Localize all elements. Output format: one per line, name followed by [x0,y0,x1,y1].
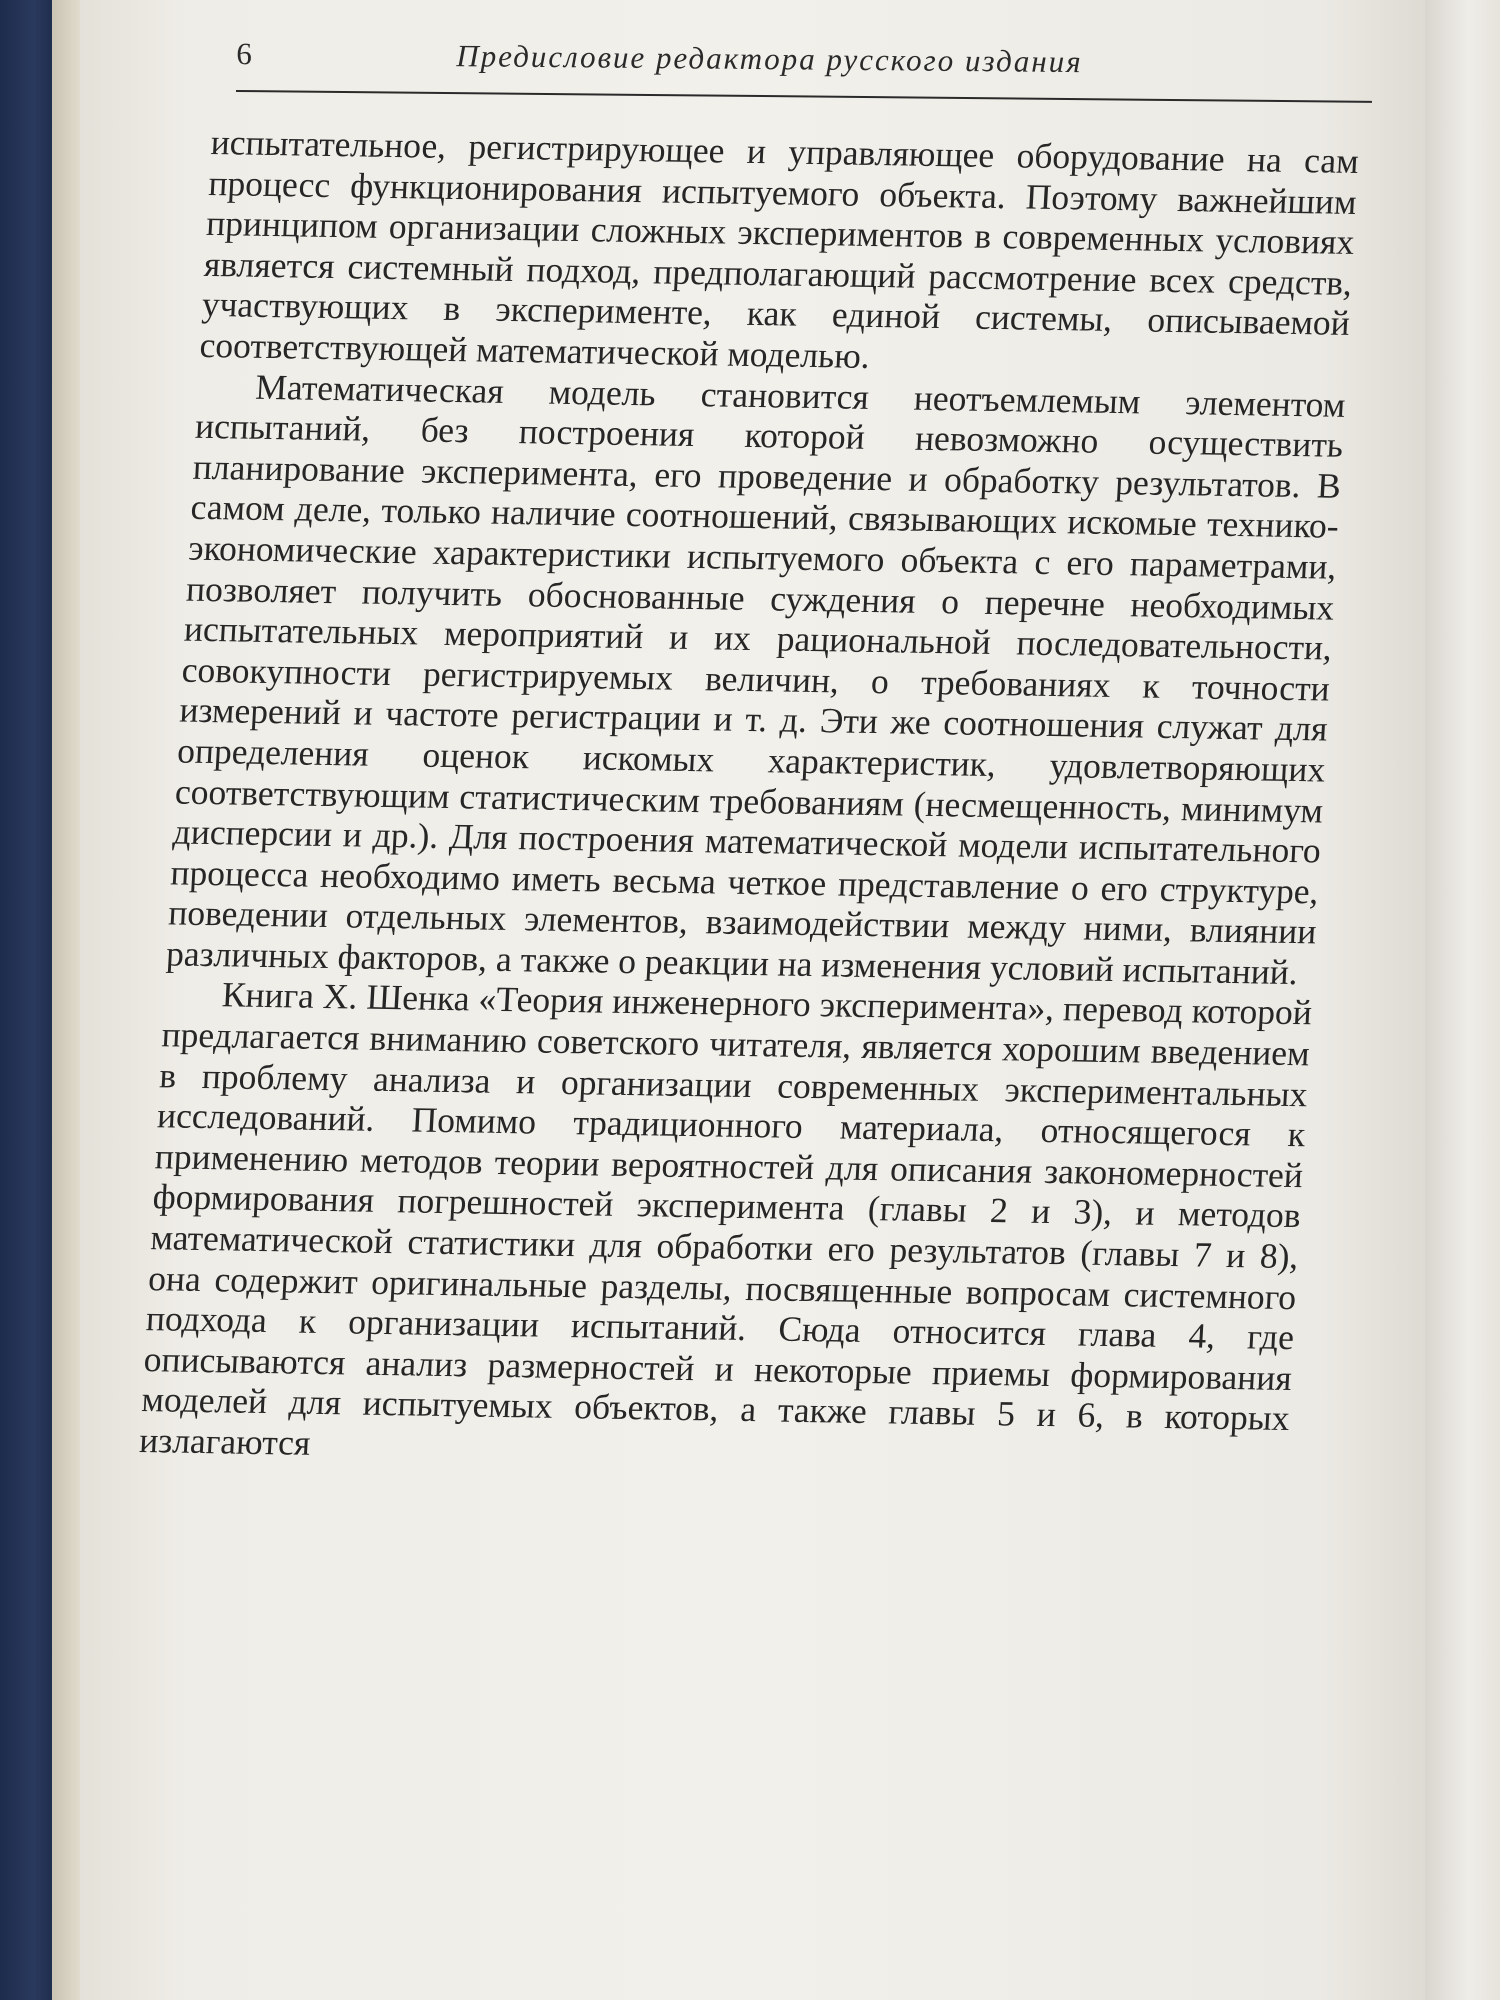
page-number: 6 [236,36,253,72]
running-title: Предисловие редактора русского издания [456,38,1083,80]
page-gutter [52,0,82,2000]
page-body [138,122,1360,1480]
page-header [236,36,1372,103]
opposite-page-edge [1421,0,1500,2000]
paragraph-2: Математическая модель становится неотъемлемым элементом испытаний, без построения которой невозможно осуществить планирование эксперимента, его проведение и обработку результатов. В самом деле, только наличие соотношений, связывающих искомые технико-экономические характеристики испытуемого объекта с его параметрами, позволяет получить обоснованные суждения о перечне необходимых испытательных мероприятий и их рациональной последовательности, совокупности регистрируемых величин, о требованиях к точности измерений и частоте регистрации и т. д. Эти же соотношения служат для определения оценок искомых характеристик, удовлетворяющих соответствующим статистическим требованиям (несмещенность, минимум дисперсии и др.). Для построения математической модели испытательного процесса необходимо иметь весьма четкое представление о его структуре, поведении отдельных элементов, взаимодействии между ними, влиянии различных факторов, а также о реакции на изменения условий испытаний. [165,366,1347,992]
paragraph-3: Книга X. Шенка «Теория инженерного эксперимента», перевод которой предлагается вниманию советского читателя, является хорошим введением в проблему анализа и организации современных экспериментальных исследований. Помимо традиционного материала, относящегося к применению методов теории вероятностей для описания закономерностей формирования погрешностей эксперимента (главы 2 и 3), и методов математической статистики для обработки его результатов (главы 7 и 8), она содержит оригинальные разделы, посвященные вопросам системного подхода к организации испытаний. Сюда относится глава 4, где описываются анализ размерностей и некоторые приемы формирования моделей для испытуемых объектов, а также главы 5 и 6, в которых излагаются [138,974,1313,1463]
paragraph-1: испытательное, регистрирующее и управляющее оборудование на сам процесс функционирования испытуемого объекта. Поэтому важнейшим принципом организации сложных экспериментов в современных условиях является системный подход, предполагающий рассмотрение всех средств, участвующих в эксперименте, как единой системы, описываемой соответствующей математической моделью. [198,122,1360,376]
